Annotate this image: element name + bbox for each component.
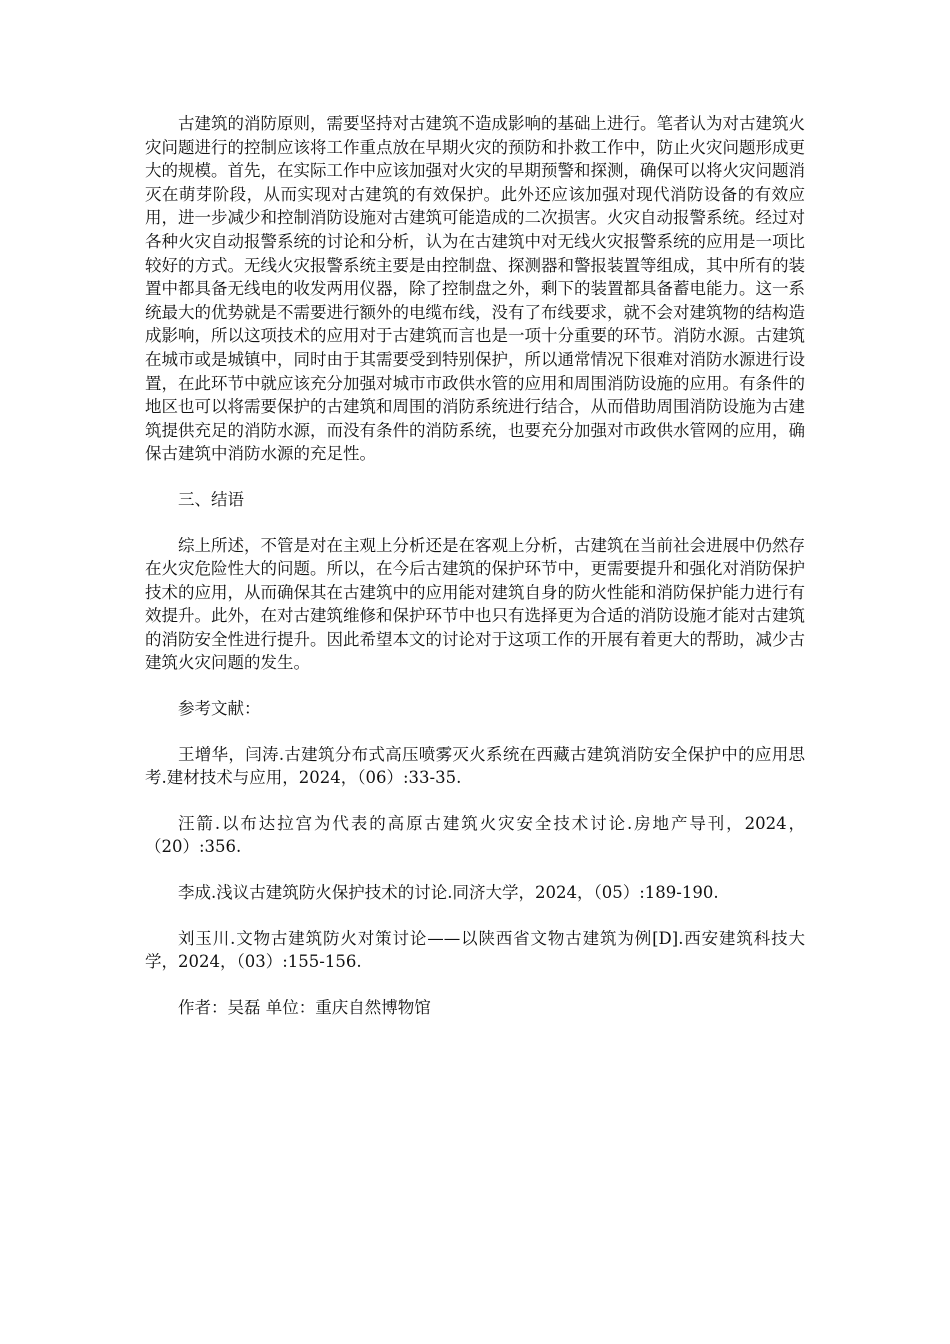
- reference-item-2: 汪箭.以布达拉宫为代表的高原古建筑火灾安全技术讨论.房地产导刊，2024，（20）:356.: [145, 813, 805, 857]
- reference-item-3: 李成.浅议古建筑防火保护技术的讨论.同济大学，2024，（05）:189-190.: [178, 883, 719, 903]
- document-page: [145, 112, 805, 1019]
- section-heading-conclusion: 三、结语: [178, 489, 244, 509]
- reference-item-1: 王增华，闫涛.古建筑分布式高压喷雾灭火系统在西藏古建筑消防安全保护中的应用思考.建材技术与应用，2024，（06）:33-35.: [145, 744, 805, 788]
- references-heading: 参考文献：: [178, 699, 261, 719]
- reference-item-4: 刘玉川.文物古建筑防火对策讨论——以陕西省文物古建筑为例[D].西安建筑科技大学，2024，（03）:155-156.: [145, 928, 805, 972]
- body-paragraph-conclusion: 综上所述，不管是对在主观上分析还是在客观上分析，古建筑在当前社会进展中仍然存在火灾危险性大的问题。所以，在今后古建筑的保护环节中，更需要提升和强化对消防保护技术的应用，从而确保其在古建筑中的应用能对建筑自身的防火性能和消防保护能力进行有效提升。此外，在对古建筑维修和保护环节中也只有选择更为合适的消防设施才能对古建筑的消防安全性进行提升。因此希望本文的讨论对于这项工作的开展有着更大的帮助，减少古建筑火灾问题的发生。: [145, 535, 805, 673]
- body-paragraph-fire-protection: 古建筑的消防原则，需要坚持对古建筑不造成影响的基础上进行。笔者认为对古建筑火灾问题进行的控制应该将工作重点放在早期火灾的预防和扑救工作中，防止火灾问题形成更大的规模。首先，在实际工作中应该加强对火灾的早期预警和探测，确保可以将火灾问题消灭在萌芽阶段，从而实现对古建筑的有效保护。此外还应该加强对现代消防设备的有效应用，进一步减少和控制消防设施对古建筑可能造成的二次损害。火灾自动报警系统。经过对各种火灾自动报警系统的讨论和分析，认为在古建筑中对无线火灾报警系统的应用是一项比较好的方式。无线火灾报警系统主要是由控制盘、探测器和警报装置等组成，其中所有的装置中都具备无线电的收发两用仪器，除了控制盘之外，剩下的装置都具备蓄电能力。这一系统最大的优势就是不需要进行额外的电缆布线，没有了布线要求，就不会对建筑物的结构造成影响，所以这项技术的应用对于古建筑而言也是一项十分重要的环节。消防水源。古建筑在城市或是城镇中，同时由于其需要受到特别保护，所以通常情况下很难对消防水源进行设置，在此环节中就应该充分加强对城市市政供水管的应用和周围消防设施的应用。有条件的地区也可以将需要保护的古建筑和周围的消防系统进行结合，从而借助周围消防设施为古建筑提供充足的消防水源，而没有条件的消防系统，也要充分加强对市政供水管网的应用，确保古建筑中消防水源的充足性。: [145, 114, 805, 464]
- author-line: 作者：吴磊 单位：重庆自然博物馆: [178, 997, 431, 1017]
